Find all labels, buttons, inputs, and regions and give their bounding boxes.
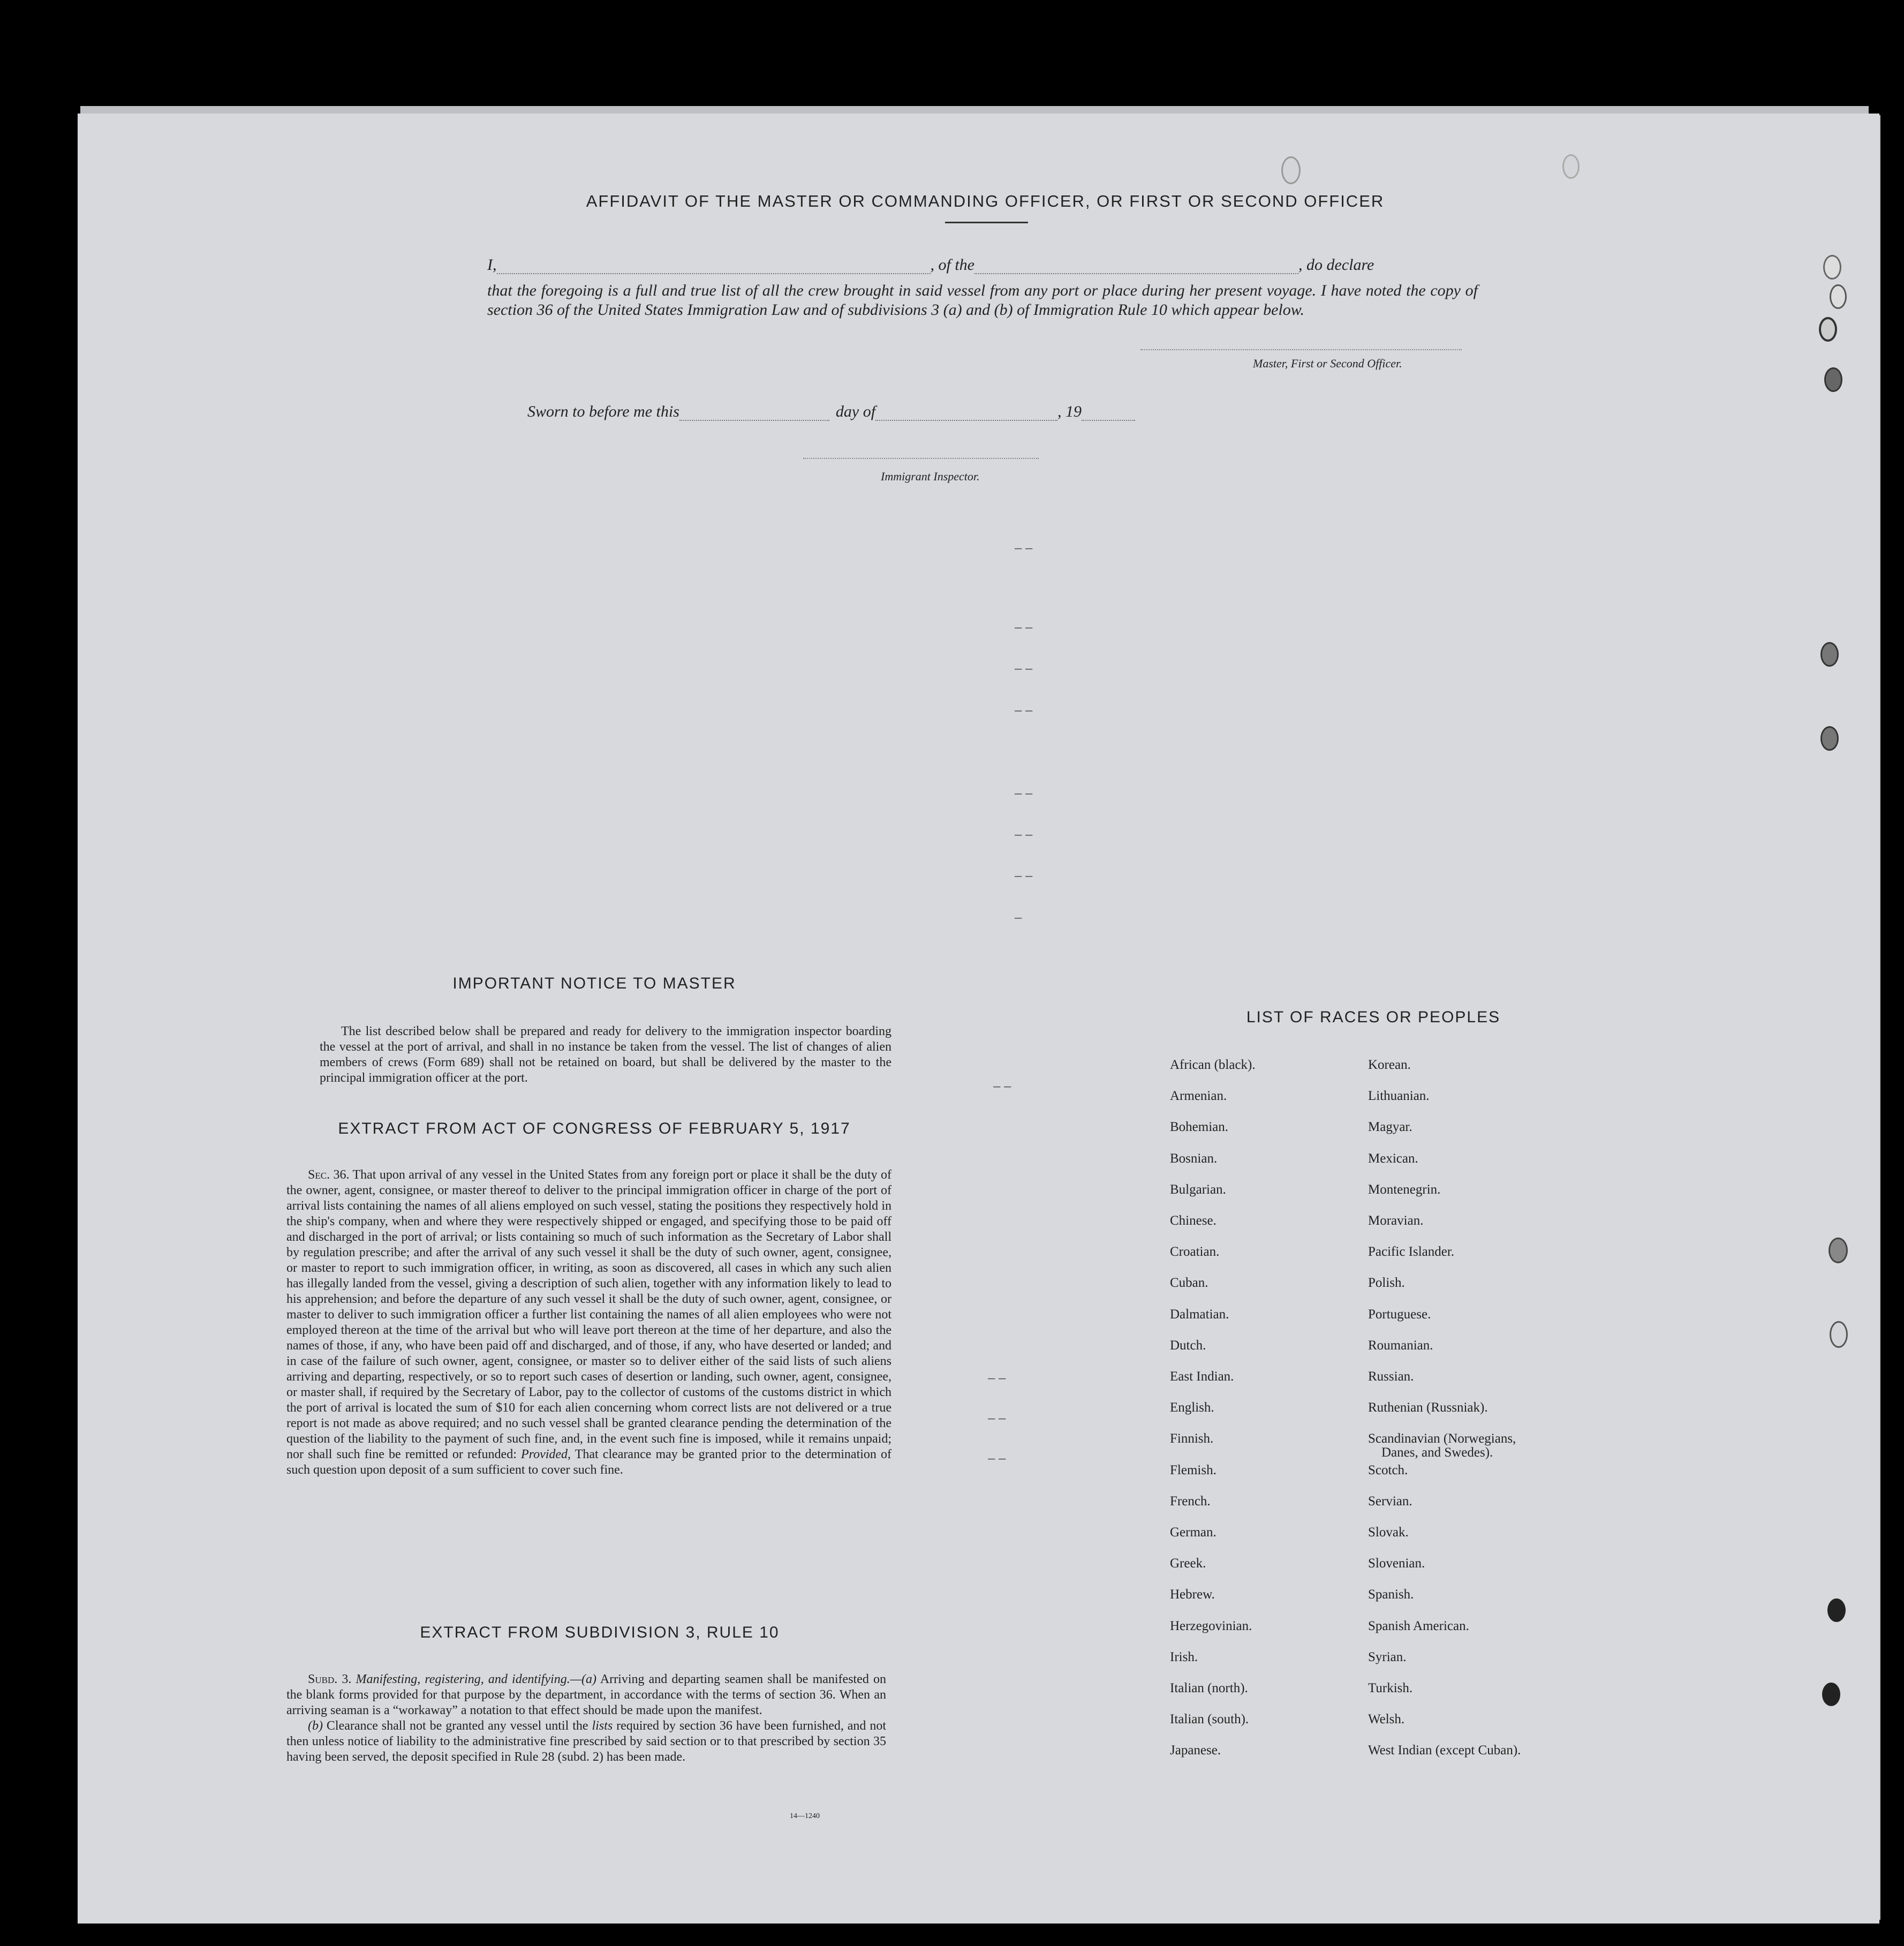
text-of-the: , of the <box>930 256 974 274</box>
race-item: Turkish. <box>1368 1681 1413 1695</box>
race-item: Portuguese. <box>1368 1307 1431 1322</box>
race-item: Hebrew. <box>1170 1587 1215 1602</box>
binder-hole <box>1562 154 1580 179</box>
rule-extract-title: EXTRACT FROM SUBDIVISION 3, RULE 10 <box>420 1624 780 1641</box>
race-item: Spanish American. <box>1368 1618 1469 1633</box>
race-item: Dalmatian. <box>1170 1307 1229 1322</box>
race-item: Scotch. <box>1368 1462 1408 1477</box>
faint-mark: – – <box>1015 786 1033 801</box>
binder-hole <box>1820 726 1839 751</box>
faint-mark: – – <box>993 1079 1011 1093</box>
binder-hole <box>1819 317 1837 342</box>
race-item: Dutch. <box>1170 1338 1206 1353</box>
text-i: I, <box>487 256 497 274</box>
notice-paragraph: The list described below shall be prepared and ready for delivery to the immigration inspector boarding the vessel at the port of arrival, and shall in no instance be taken from the vessel. The list of changes of alien members of crews (Form 689) shall not be retained on board, but shall be delivered by the master to the principal immigration officer at the port. <box>320 1024 891 1085</box>
race-item: Bulgarian. <box>1170 1182 1226 1197</box>
para-b-text-2: required by section 36 have been furnished, and not then unless notice of liability to the administrative fine prescribed by said section or to that prescribed by section 35 having been served, the deposit specified in Rule 28 (subd. 2) has been made. <box>286 1719 887 1764</box>
affidavit-title: AFFIDAVIT OF THE MASTER OR COMMANDING OFFICER, OR FIRST OR SECOND OFFICER <box>586 192 1385 210</box>
faint-mark: – – <box>1015 541 1033 555</box>
para-a-label: (a) <box>581 1672 597 1686</box>
vessel-blank[interactable] <box>974 259 1298 274</box>
day-blank[interactable] <box>679 406 829 421</box>
race-item: Croatian. <box>1170 1244 1220 1259</box>
form-number: 14—1240 <box>790 1812 820 1820</box>
binder-hole <box>1827 1598 1846 1622</box>
master-signature-line[interactable] <box>1140 349 1462 350</box>
sworn-prefix: Sworn to before me this <box>527 403 679 420</box>
inspector-signature-line[interactable] <box>803 458 1039 459</box>
faint-mark: – – <box>1015 620 1033 635</box>
sworn-day-of: day of <box>835 403 876 420</box>
subd-b-paragraph <box>286 1718 886 1765</box>
para-b-text-1: Clearance shall not be granted any vessel until the <box>326 1719 588 1733</box>
race-item: English. <box>1170 1400 1214 1415</box>
race-item: Herzegovinian. <box>1170 1618 1252 1633</box>
binder-hole <box>1820 642 1839 667</box>
race-item: Pacific Islander. <box>1368 1244 1455 1259</box>
race-item: Bosnian. <box>1170 1151 1218 1166</box>
race-item: Spanish. <box>1368 1587 1414 1602</box>
faint-mark: – <box>1015 910 1022 925</box>
title-underline <box>945 222 1028 223</box>
race-item: Italian (north). <box>1170 1681 1248 1695</box>
race-item: Mexican. <box>1368 1151 1418 1166</box>
act-extract-text <box>286 1167 891 1478</box>
race-item: Italian (south). <box>1170 1712 1249 1727</box>
subd-label: Subd. 3. <box>308 1672 352 1686</box>
race-item: Magyar. <box>1368 1120 1412 1135</box>
notice-title: IMPORTANT NOTICE TO MASTER <box>452 975 736 992</box>
sworn-year: , 19 <box>1057 403 1082 420</box>
faint-mark: – – <box>988 1411 1006 1425</box>
binder-hole <box>1824 367 1842 392</box>
act-extract-title: EXTRACT FROM ACT OF CONGRESS OF FEBRUARY 5, 1917 <box>338 1120 851 1137</box>
para-b-label: (b) <box>308 1719 323 1733</box>
subd-heading: Manifesting, registering, and identifying.— <box>356 1672 582 1686</box>
affidavit-declaration-line <box>487 256 1374 274</box>
name-blank[interactable] <box>497 259 931 274</box>
text-do-declare: , do declare <box>1298 256 1374 274</box>
race-item: Irish. <box>1170 1649 1198 1664</box>
rule-extract-text <box>286 1672 886 1765</box>
faint-mark: – – <box>1015 703 1033 718</box>
race-item: Scandinavian (Norwegians, <box>1368 1431 1516 1446</box>
month-blank[interactable] <box>875 406 1057 421</box>
race-item: French. <box>1170 1494 1211 1508</box>
race-item: Greek. <box>1170 1556 1206 1571</box>
race-item: Korean. <box>1368 1058 1411 1072</box>
race-item: Moravian. <box>1368 1213 1424 1228</box>
notice-text <box>320 1024 891 1086</box>
race-item: German. <box>1170 1525 1217 1540</box>
para-a-text: Arriving and departing seamen shall be manifested on the blank forms provided for that purpose by the department, in accordance with the terms of section 36. When an arriving seaman is a “workaway” a notation to that effect should be made upon the manifest. <box>286 1672 886 1717</box>
sec-text: That upon arrival of any vessel in the United States from any foreign port or place it shall be the duty of the owner, agent, consignee, or master thereof to deliver to the principal immigration officer in charge of the port of arrival lists containing the names of all aliens employed on such vessel, stating the positions they respectively hold in the ship's company, when and where they were respectively shipped or engaged, and specifying those to be paid off and discharged in the port of arrival; or lists containing so much of such information as the Secretary of Labor shall by regulation prescribe; and after the arrival of any such vessel it shall be the duty of such owner, agent, consignee, or master to report to such immigration officer, in writing, as soon as discovered, all cases in which any such alien has illegally landed from the vessel, giving a description of such alien, together with any information likely to lead to his apprehension; and before the departure of any such vessel it shall be the duty of such owner, agent, consignee, or master to deliver to such immigration officer a further list containing the names of all alien employees who were not employed thereon at the time of the arrival but who will leave port thereon at the time of her departure, and also the names of those, if any, who have been paid off and discharged, and of those, if any, who have deserted or landed; and in case of the failure of such owner, agent, consignee, or master so to deliver either of the said lists of such aliens arriving and departing, respectively, or so to report such cases of desertion or landing, such owner, agent, consignee, or master shall, if required by the Secretary of Labor, pay to the collector of customs of the customs district in which the port of arrival is located the sum of $10 for each alien concerning whom correct lists are not delivered or a true report is not made as above required; and no such vessel shall be granted clearance pending the determination of the question of the liability to the payment of such fine, and, in the event such fine is imposed, while it remains unpaid; nor shall such fine be remitted or refunded: <box>286 1168 891 1461</box>
race-item: Ruthenian (Russniak). <box>1368 1400 1488 1415</box>
race-item: Slovak. <box>1368 1525 1409 1540</box>
race-item: African (black). <box>1170 1058 1256 1072</box>
race-item: Servian. <box>1368 1494 1412 1508</box>
race-item: Lithuanian. <box>1368 1089 1430 1104</box>
race-item: Russian. <box>1368 1369 1414 1384</box>
inspector-caption: Immigrant Inspector. <box>881 470 980 483</box>
faint-mark: – – <box>1015 661 1033 676</box>
race-item: Slovenian. <box>1368 1556 1425 1571</box>
document-page <box>78 114 1879 1924</box>
race-item: Japanese. <box>1170 1743 1221 1758</box>
binder-hole <box>1281 156 1301 184</box>
race-item: Chinese. <box>1170 1213 1217 1228</box>
page-top-edge <box>80 106 1869 114</box>
sec-label: Sec. 36. <box>308 1168 350 1182</box>
affidavit-paragraph: that the foregoing is a full and true list of all the crew brought in said vessel from any port or place during her present voyage. I have noted the copy of section 36 of the United States Immigration Law and of subdivisions 3 (a) and (b) of Immigration Rule 10 which appear below. <box>487 282 1478 319</box>
race-item: Finnish. <box>1170 1431 1214 1446</box>
race-item: Armenian. <box>1170 1089 1227 1104</box>
race-item: Syrian. <box>1368 1649 1407 1664</box>
race-item: West Indian (except Cuban). <box>1368 1743 1521 1758</box>
master-signature-caption: Master, First or Second Officer. <box>1253 357 1402 370</box>
race-item: Cuban. <box>1170 1276 1208 1291</box>
race-item: Bohemian. <box>1170 1120 1229 1135</box>
provided-label: Provided, <box>520 1447 571 1461</box>
subd-a-paragraph <box>286 1672 886 1718</box>
year-blank[interactable] <box>1082 406 1135 421</box>
faint-mark: – – <box>988 1451 1006 1466</box>
races-title: LIST OF RACES OR PEOPLES <box>1246 1008 1501 1026</box>
race-item: Montenegrin. <box>1368 1182 1441 1197</box>
race-item: Polish. <box>1368 1276 1405 1291</box>
faint-mark: – – <box>988 1371 1006 1385</box>
para-b-lists: lists <box>592 1719 613 1733</box>
section-36-paragraph <box>286 1167 891 1478</box>
binder-hole <box>1823 255 1841 280</box>
race-item: Roumanian. <box>1368 1338 1433 1353</box>
binder-hole <box>1830 284 1847 309</box>
faint-mark: – – <box>1015 869 1033 883</box>
race-item: Welsh. <box>1368 1712 1405 1727</box>
race-item-continuation: Danes, and Swedes). <box>1381 1445 1493 1460</box>
race-item: East Indian. <box>1170 1369 1234 1384</box>
sworn-line <box>527 403 1135 421</box>
binder-hole <box>1822 1683 1840 1706</box>
binder-hole <box>1829 1238 1848 1263</box>
binder-hole <box>1830 1321 1848 1348</box>
faint-mark: – – <box>1015 827 1033 842</box>
sec-text-end: That clearance may be granted prior to the determination of such question upon deposit of a sum sufficient to cover such fine. <box>286 1447 892 1477</box>
race-item: Flemish. <box>1170 1462 1217 1477</box>
